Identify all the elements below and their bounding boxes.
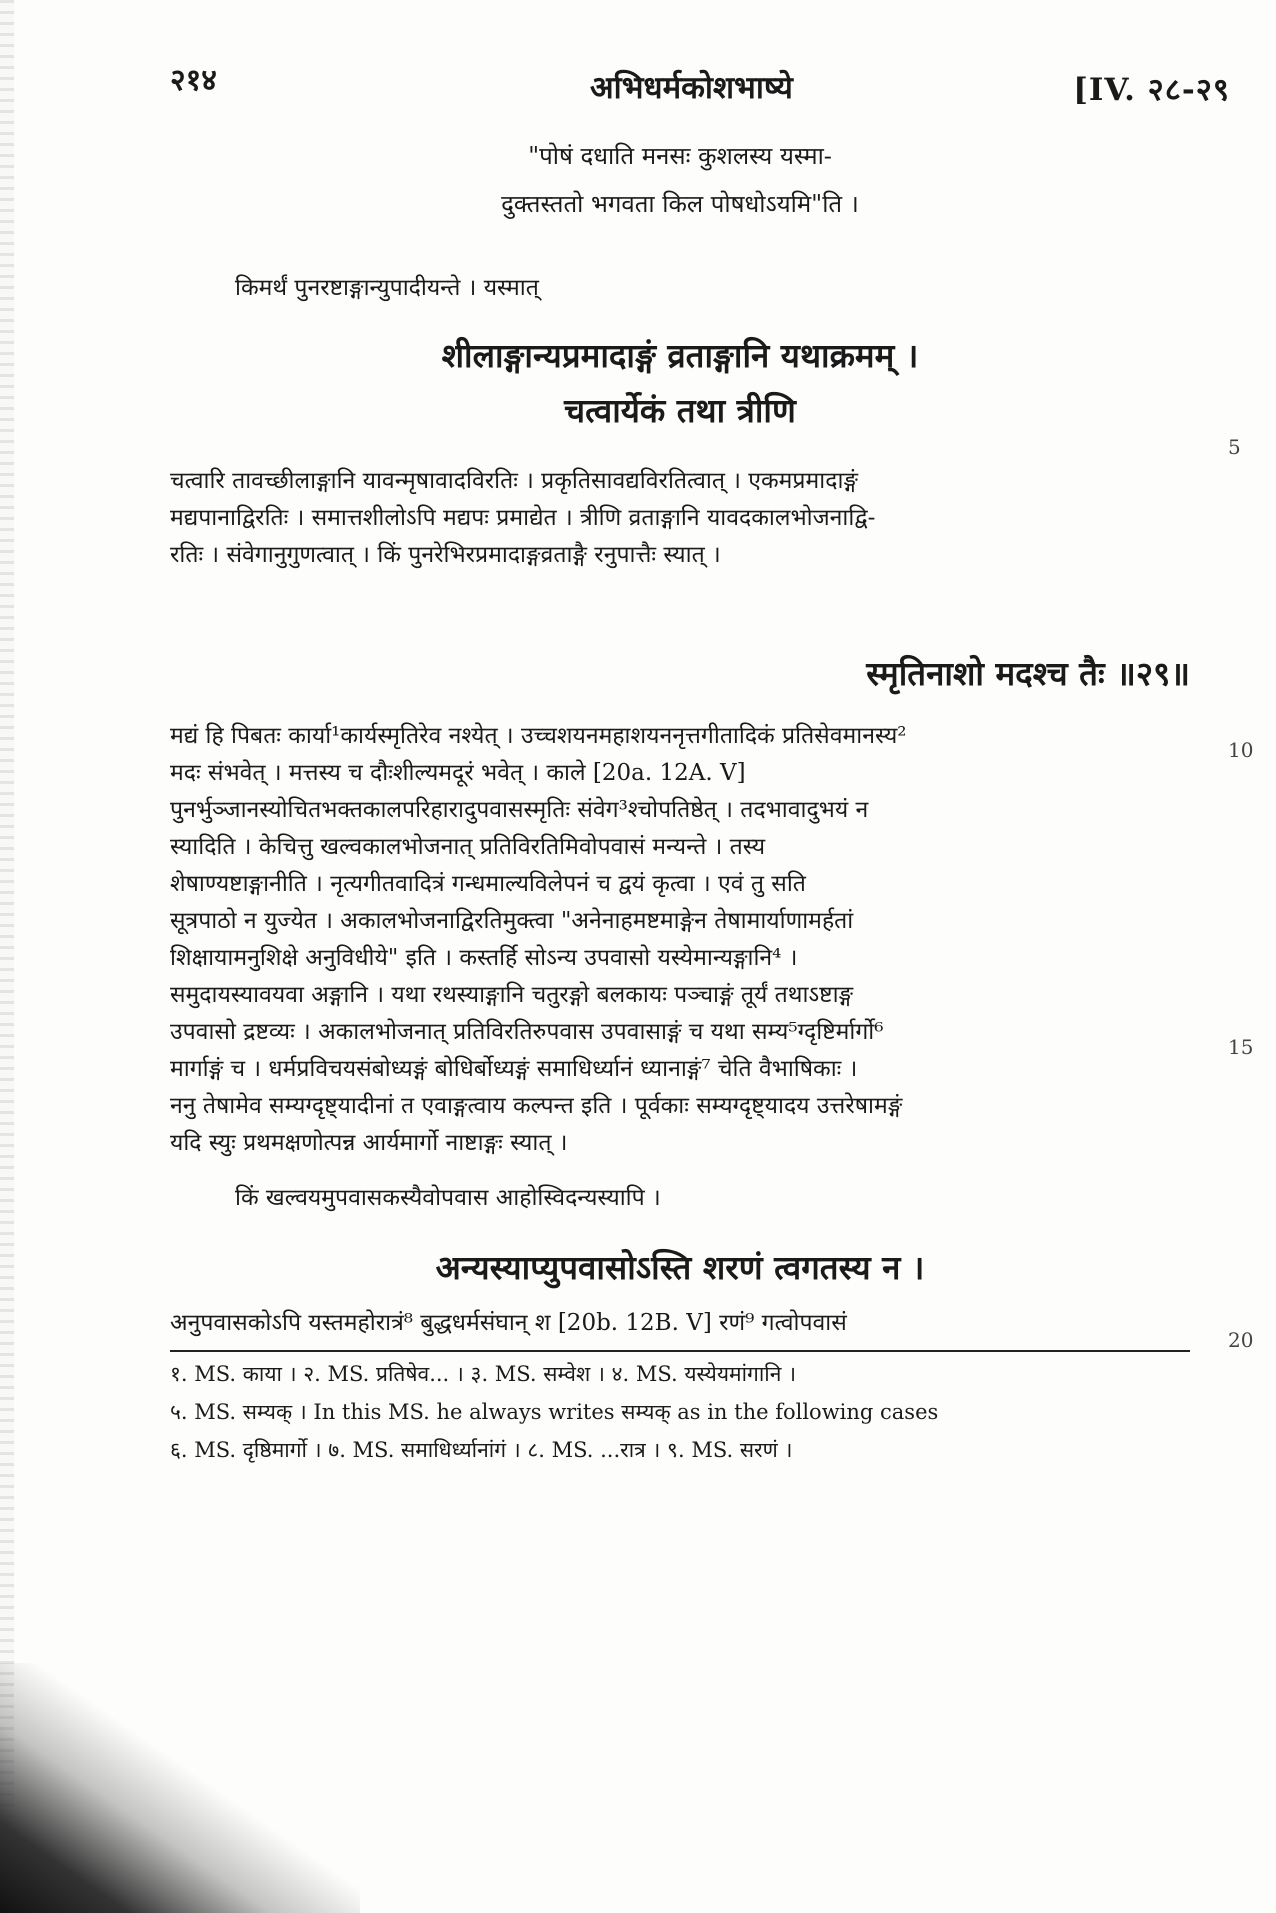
karika-verse-3	[170, 1240, 1190, 1295]
question-line	[235, 270, 1135, 307]
text-line: यदि स्युः प्रथमक्षणोत्पन्न आर्यमार्गो नाष्टाङ्गः स्यात् ।	[170, 1130, 568, 1156]
footnotes	[170, 1355, 1190, 1469]
margin-line-number: 20	[1228, 1328, 1254, 1352]
text-line: मद्यं हि पिबतः कार्या¹कार्यस्मृतिरेव नश्येत् । उच्चशयनमहाशयननृत्तगीतादिकं प्रतिसेवमानस्य²	[170, 723, 907, 749]
commentary-paragraph-1	[170, 463, 1190, 574]
karika-line: स्मृतिनाशो मदश्च तैः ॥२९॥	[866, 654, 1190, 693]
text-line: रतिः । संवेगानुगुणत्वात् । किं पुनरेभिरप्रमादाङ्गव्रताङ्गै रनुपात्तैः स्यात् ।	[170, 542, 721, 568]
footnote-line: १. MS. काया । २. MS. प्रतिषेव... । ३. MS. सम्वेश । ४. MS. यस्येयमांगानि ।	[170, 1362, 797, 1386]
karika-verse-2	[170, 650, 1220, 695]
text-line: मदः संभवेत् । मत्तस्य च दौःशील्यमदूरं भवेत् । काले [20a. 12A. V]	[170, 760, 746, 786]
page-header	[170, 52, 1230, 122]
footnote-line: ५. MS. सम्यक् । In this MS. he always writes सम्यक् as in the following cases	[170, 1400, 939, 1424]
footnote-line: ६. MS. दृष्ठिमार्गो । ७. MS. समाधिर्ध्यानांगं । ८. MS. ...रात्र । ९. MS. सरणं ।	[170, 1438, 793, 1462]
margin-line-number: 5	[1228, 435, 1241, 459]
binding-edge	[0, 0, 14, 1913]
karika-line: अन्यस्याप्युपवासोऽस्ति शरणं त्वगतस्य न ।	[435, 1248, 925, 1287]
text-line: पुनर्भुञ्जानस्योचितभक्तकालपरिहारादुपवासस्मृतिः संवेग³श्चोपतिष्ठेत् । तदभावादुभयं न	[170, 797, 869, 823]
text-line: स्यादिति । केचित्तु खल्वकालभोजनात् प्रतिविरतिमिवोपवासं मन्यन्ते । तस्य	[170, 834, 766, 860]
question-line-2	[235, 1180, 1135, 1217]
text-line: मार्गाङ्गं च । धर्मप्रविचयसंबोध्यङ्गं बोधिर्बोध्यङ्गं समाधिर्ध्यानं ध्यानाङ्गं⁷ चेति वैभाषिकाः ।	[170, 1056, 858, 1082]
text-line: मद्यपानाद्विरतिः । समात्तशीलोऽपि मद्यपः प्रमाद्येत । त्रीणि व्रताङ्गानि यावदकालभोजनाद्वि-	[170, 505, 876, 531]
section-reference: [IV. २८-२९	[1073, 72, 1230, 108]
footnote-rule	[170, 1350, 1190, 1352]
verse-line: "पोषं दधाति मनसः कुशलस्य यस्मा-	[528, 142, 832, 170]
question-text: किमर्थं पुनरष्टाङ्गान्युपादीयन्ते । यस्मात्	[235, 275, 539, 301]
question-text: किं खल्वयमुपवासकस्यैवोपवास आहोस्विदन्यस्यापि ।	[235, 1185, 661, 1211]
page-number: २१४	[170, 63, 217, 98]
text-line: सूत्रपाठो न युज्येत । अकालभोजनाद्विरतिमुक्त्वा "अनेनाहमष्टमाङ्गेन तेषामार्याणामर्हतां	[170, 908, 854, 934]
text-line: समुदायस्यावयवा अङ्गानि । यथा रथस्याङ्गानि चतुरङ्गो बलकायः पञ्चाङ्गं तूर्यं तथाऽष्टाङ्ग	[170, 982, 854, 1008]
commentary-paragraph-2	[170, 718, 1190, 1162]
running-title: अभिधर्मकोशभाष्ये	[590, 70, 793, 106]
karika-line: शीलाङ्गान्यप्रमादाङ्गं व्रताङ्गानि यथाक्रमम् ।	[441, 336, 919, 375]
karika-verse-1	[170, 328, 1190, 438]
text-line: अनुपवासकोऽपि यस्तमहोरात्रं⁸ बुद्धधर्मसंघान् श [20b. 12B. V] रणं⁹ गत्वोपवासं	[170, 1310, 847, 1336]
scan-shadow	[0, 1663, 360, 1913]
opening-verse	[170, 132, 1190, 228]
text-line: ननु तेषामेव सम्यग्दृष्ट्यादीनां त एवाङ्गत्वाय कल्पन्त इति । पूर्वकाः सम्यग्दृष्ट्यादय उत्तरेषामङ्गं	[170, 1093, 903, 1119]
verse-line: दुक्तस्ततो भगवता किल पोषधोऽयमि"ति ।	[501, 190, 859, 218]
text-line: चत्वारि तावच्छीलाङ्गानि यावन्मृषावादविरतिः । प्रकृतिसावद्यविरतित्वात् । एकमप्रमादाङ्गं	[170, 468, 858, 494]
text-line: शिक्षायामनुशिक्षे अनुविधीये" इति । कस्तर्हि सोऽन्य उपवासो यस्येमान्यङ्गानि⁴ ।	[170, 945, 798, 971]
text-line: शेषाण्यष्टाङ्गानीति । नृत्यगीतवादित्रं गन्धमाल्यविलेपनं च द्वयं कृत्वा । एवं तु सति	[170, 871, 806, 897]
margin-line-number: 10	[1228, 738, 1254, 762]
karika-line: चत्वार्येकं तथा त्रीणि	[564, 391, 796, 430]
text-line: उपवासो द्रष्टव्यः । अकालभोजनात् प्रतिविरतिरुपवास उपवासाङ्गं च यथा सम्य⁵ग्दृष्टिर्मार्गो⁶	[170, 1019, 884, 1045]
commentary-paragraph-3	[170, 1305, 1190, 1342]
margin-line-number: 15	[1228, 1035, 1254, 1059]
